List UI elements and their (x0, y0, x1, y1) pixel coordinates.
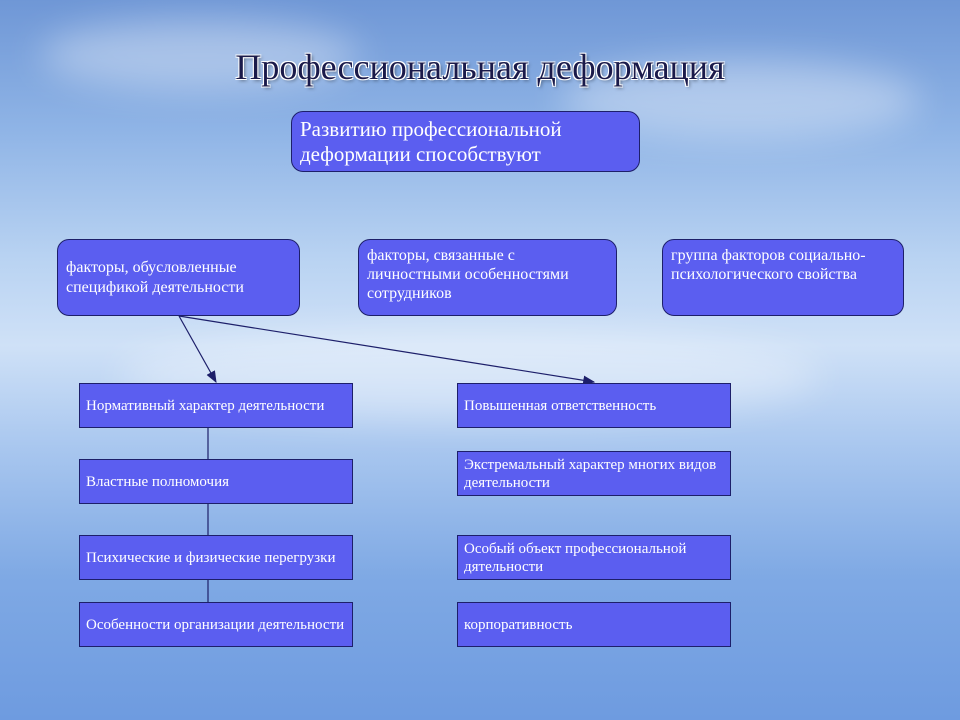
left-item-organization: Особенности организации деятельности (79, 602, 353, 647)
right-item-extreme: Экстремальный характер многих видов деятельности (457, 451, 731, 496)
left-item-authority: Властные полномочия (79, 459, 353, 504)
left-item-normative: Нормативный характер деятельности (79, 383, 353, 428)
factor-box-personal: факторы, связанные с личностными особенностями сотрудников (358, 239, 617, 316)
right-item-corporate: корпоративность (457, 602, 731, 647)
factor-box-activity: факторы, обусловленные спецификой деятельности (57, 239, 300, 316)
page-title: Профессиональная деформация (235, 47, 725, 87)
left-item-overload: Психические и физические перегрузки (79, 535, 353, 580)
right-item-object: Особый объект профессиональной дятельности (457, 535, 731, 580)
factor-box-social: группа факторов социально-психологического свойства (662, 239, 904, 316)
arrow-to-right-column (179, 316, 594, 382)
main-box: Развитию профессиональной деформации способствуют (291, 111, 640, 172)
arrow-to-left-column (179, 316, 216, 382)
right-item-responsibility: Повышенная ответственность (457, 383, 731, 428)
